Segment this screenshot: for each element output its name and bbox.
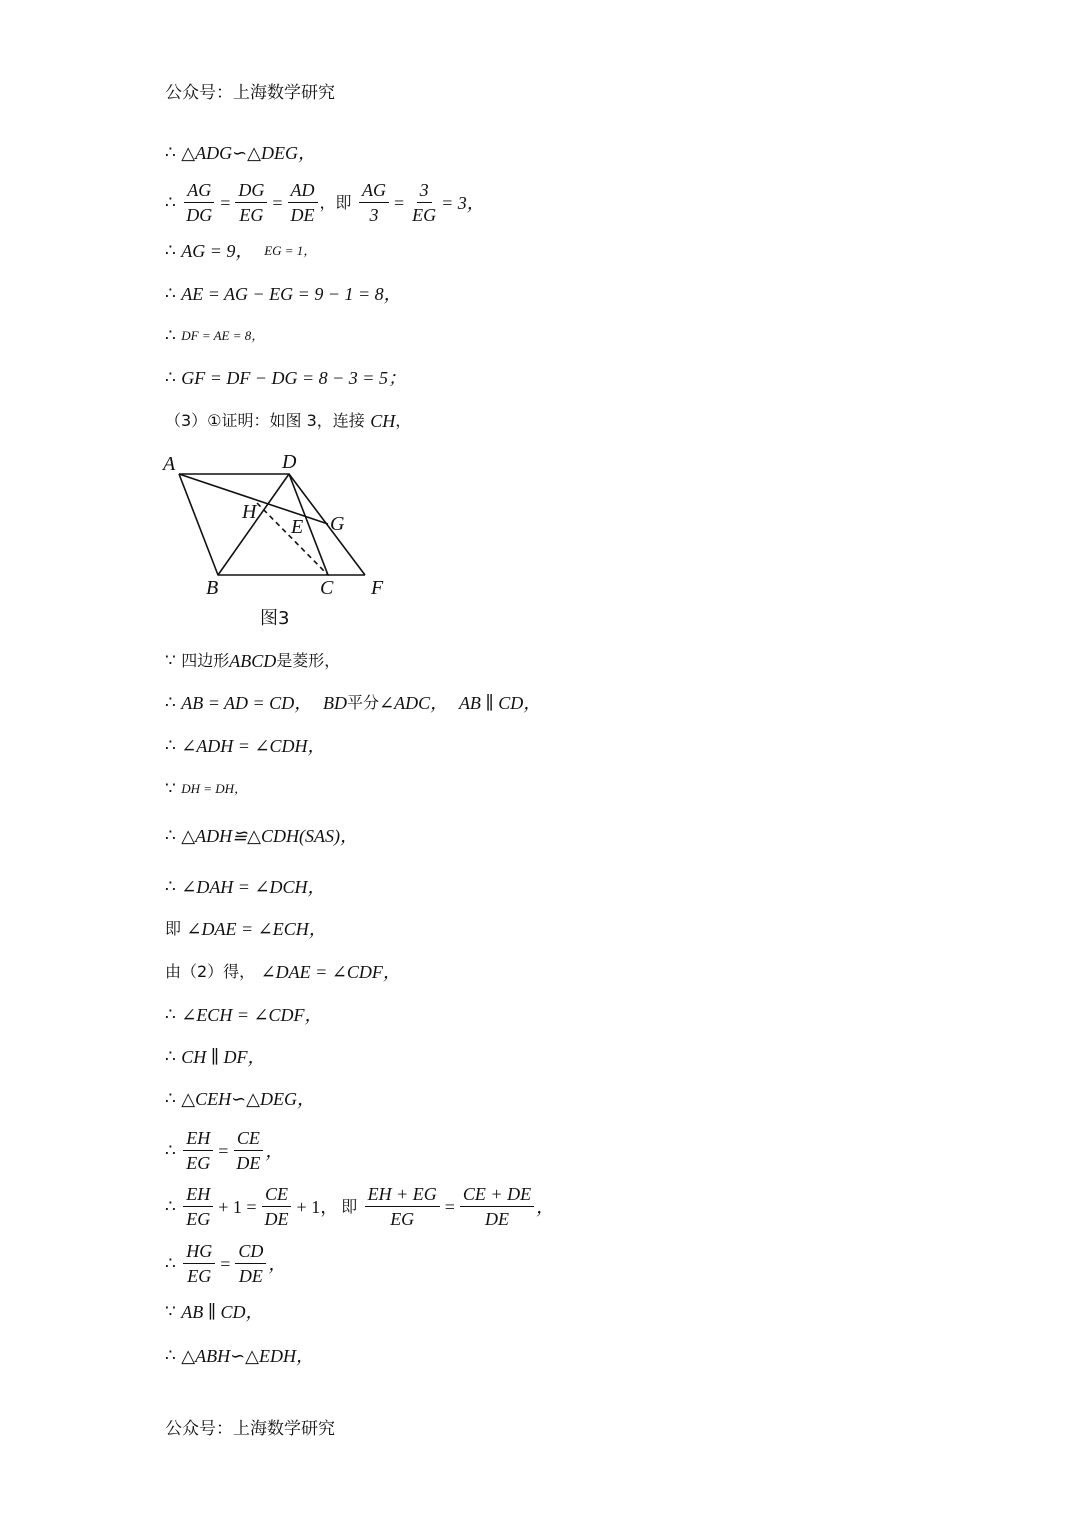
- label-A: A: [163, 453, 176, 475]
- line-12: ∴ △ADH≌△CDH(SAS)，: [165, 826, 358, 846]
- line-2: ∴ $\frac{AG}{DG}$ = $\frac{DG}{EG}$ = $\frac{AD}{DE}$ ，即 $\frac{AG}{3}$ = $\frac{3}{EG}$ = 3，: [165, 180, 485, 225]
- line-11: ∵ DH = DH，: [165, 779, 248, 799]
- label-F: F: [371, 577, 384, 599]
- line-13: ∴ ∠DAH = ∠DCH，: [165, 877, 326, 897]
- line-18: ∴ △CEH∽△DEG，: [165, 1089, 315, 1109]
- figure-3-rhombus-diagram: [160, 448, 400, 633]
- line-22: ∵ AB ∥ CD，: [165, 1302, 264, 1322]
- because-symbol: ∵: [165, 651, 176, 671]
- fraction: $\frac{3}{EG}$: [412, 180, 437, 225]
- line-7: （3）①证明：如图 3，连接 CH ，: [165, 411, 412, 431]
- figure-caption: 图3: [260, 608, 290, 629]
- label-E: E: [291, 516, 304, 538]
- line-5: ∴ DF = AE = 8，: [165, 326, 265, 346]
- label-G: G: [330, 513, 345, 535]
- line-4: ∴ AE = AG − EG = 9 − 1 = 8，: [165, 284, 402, 304]
- line-20: ∴ $\frac{EH}{EG}$ + 1 = $\frac{CE}{DE}$ + 1， 即 $\frac{EH + EG}{EG}$ = $\frac{CE + DE}{DE}$ ，: [165, 1184, 555, 1229]
- line-1: ∴ △ADG∽△DEG，: [165, 143, 316, 163]
- line-8: ∵ 四边形 ABCD 是菱形，: [165, 651, 341, 671]
- line-3: ∴ AG = 9， EG = 1，: [165, 241, 317, 261]
- line-14: 即 ∠DAE = ∠ECH，: [165, 919, 327, 939]
- line-6: ∴ GF = DF − DG = 8 − 3 = 5；: [165, 368, 406, 388]
- fraction: $\frac{AG}{DG}$: [186, 180, 213, 225]
- fraction: $\frac{AG}{3}$: [359, 178, 389, 227]
- fraction: $\frac{EH}{EG}$: [183, 1182, 213, 1231]
- fraction: $\frac{HG}{EG}$: [183, 1239, 215, 1288]
- line-17: ∴ CH ∥ DF，: [165, 1047, 266, 1067]
- line-21: ∴ $\frac{HG}{EG}$ = $\frac{CD}{DE}$ ，: [165, 1241, 287, 1286]
- page-header: 公众号：上海数学研究: [165, 83, 335, 103]
- line-16: ∴ ∠ECH = ∠CDF，: [165, 1005, 323, 1025]
- line-15: 由（2）得， ∠DAE = ∠CDF，: [165, 962, 401, 982]
- fraction: $\frac{DG}{EG}$: [235, 178, 267, 227]
- fraction: $\frac{CD}{DE}$: [235, 1239, 266, 1288]
- page-footer: 公众号：上海数学研究: [165, 1419, 335, 1439]
- line-CH: [257, 503, 328, 575]
- label-C: C: [320, 577, 334, 599]
- line-23: ∴ △ABH∽△EDH，: [165, 1346, 314, 1366]
- label-B: B: [206, 577, 219, 599]
- line-19: ∴ $\frac{EH}{EG}$ = $\frac{CE}{DE}$ ，: [165, 1128, 284, 1173]
- fraction: $\frac{EH}{EG}$: [183, 1126, 213, 1175]
- fraction: $\frac{EH + EG}{EG}$: [365, 1182, 440, 1231]
- therefore-symbol: ∴: [165, 143, 176, 163]
- label-D: D: [282, 451, 297, 473]
- label-H: H: [242, 501, 257, 523]
- line-9: ∴ AB = AD = CD， BD 平分 ∠ADC， AB ∥ CD，: [165, 693, 542, 713]
- fraction: $\frac{CE}{DE}$: [233, 1126, 263, 1175]
- fraction: $\frac{AD}{DE}$: [288, 178, 318, 227]
- fraction: $\frac{CE + DE}{DE}$: [460, 1182, 534, 1231]
- fraction: $\frac{CE}{DE}$: [262, 1182, 292, 1231]
- line-10: ∴ ∠ADH = ∠CDH，: [165, 736, 326, 756]
